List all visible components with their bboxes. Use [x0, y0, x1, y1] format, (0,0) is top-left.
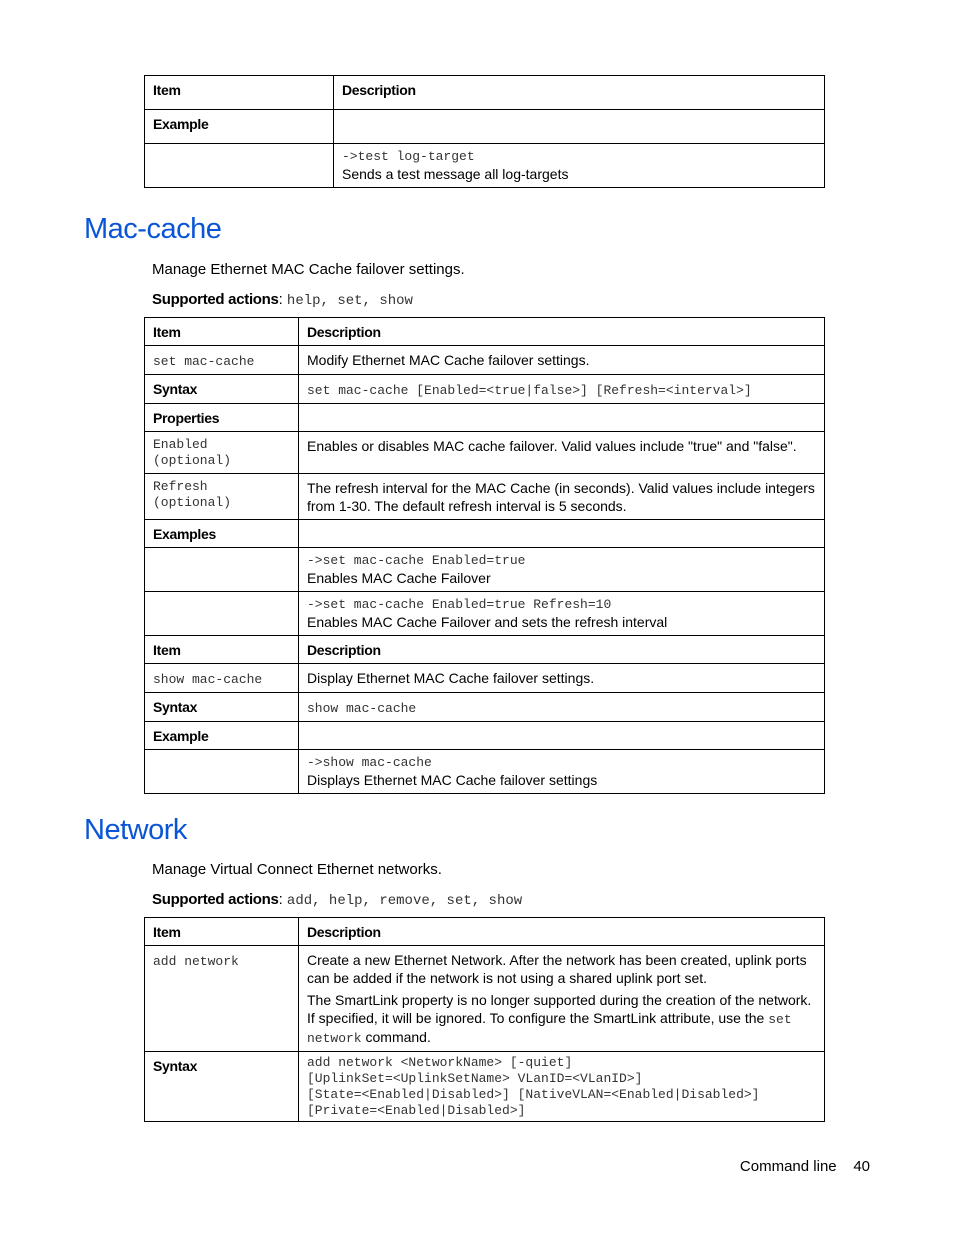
example-description: Enables MAC Cache Failover [307, 570, 491, 586]
header-description: Description [334, 76, 825, 110]
syntax-cell [299, 693, 825, 722]
property-refresh-description: The refresh interval for the MAC Cache (in seconds). Valid values include integers from 1-30. The default refresh interval is 5 seconds. [299, 474, 825, 520]
example-code: ->test log-target [342, 149, 475, 164]
table-row [145, 946, 825, 1052]
syntax-label: Syntax [145, 1052, 299, 1122]
example-code: ->show mac-cache [307, 755, 432, 770]
section-heading-mac-cache: Mac-cache [84, 213, 222, 245]
command-description [299, 946, 825, 1052]
property-cell [145, 474, 299, 520]
syntax-label: Syntax [145, 693, 299, 722]
supported-actions-mac-cache: Supported actions: help, set, show [152, 291, 413, 309]
description-p2-code: set network [307, 1012, 792, 1046]
example-cell [299, 592, 825, 636]
example-code: ->set mac-cache Enabled=true [307, 553, 526, 568]
syntax-line: [UplinkSet=<UplinkSetName> VLanID=<VLanID>] [307, 1071, 643, 1086]
section-intro-network: Manage Virtual Connect Ethernet networks. [152, 861, 442, 878]
example-cell [334, 144, 825, 188]
syntax-line: [Private=<Enabled|Disabled>] [307, 1103, 526, 1118]
log-target-table-continued [144, 75, 825, 188]
supported-actions-list: add, help, remove, set, show [286, 893, 523, 909]
header-description: Description [299, 918, 825, 946]
add-network-table [144, 917, 825, 1122]
example-cell [299, 750, 825, 794]
table-row [145, 548, 825, 592]
command-name: add network [153, 954, 239, 969]
property-refresh: Refresh (optional) [153, 479, 232, 510]
example-description: Displays Ethernet MAC Cache failover settings [307, 772, 598, 788]
table-row [145, 144, 825, 188]
footer-section-name: Command line [739, 1158, 837, 1175]
command-description: Modify Ethernet MAC Cache failover settings. [299, 346, 825, 375]
example-cell [299, 548, 825, 592]
description-paragraph-1: Create a new Ethernet Network. After the network has been created, uplink ports can be added if the network is not using a shared uplink port set. [307, 952, 807, 986]
syntax-text: show mac-cache [307, 701, 417, 716]
example-label-empty [145, 750, 299, 794]
command-cell [145, 346, 299, 375]
description-p2-text: The SmartLink property is no longer supported during the creation of the network. If specified, it will be ignored. To configure the SmartLink attribute, use the [307, 992, 812, 1026]
header-item: Item [145, 76, 334, 110]
table-header-row [145, 318, 825, 346]
row-desc-empty [334, 110, 825, 144]
example-label: Example [145, 722, 299, 750]
show-mac-cache-table [144, 635, 825, 794]
supported-actions-list: help, set, show [286, 293, 413, 309]
syntax-line: add network <NetworkName> [-quiet] [307, 1055, 573, 1070]
header-description: Description [299, 318, 825, 346]
table-row [145, 1052, 825, 1122]
example-description: Enables MAC Cache Failover and sets the refresh interval [307, 614, 668, 630]
command-name: show mac-cache [153, 672, 263, 687]
table-row [145, 432, 825, 474]
set-mac-cache-table [144, 317, 825, 636]
header-item: Item [145, 918, 299, 946]
example-code: ->set mac-cache Enabled=true Refresh=10 [307, 597, 612, 612]
footer-page-number: 40 [853, 1158, 870, 1175]
example-description: Sends a test message all log-targets [342, 166, 569, 182]
command-cell [145, 664, 299, 693]
header-item: Item [145, 318, 299, 346]
syntax-cell [299, 375, 825, 404]
description-paragraph-2 [307, 991, 816, 1047]
property-enabled: Enabled (optional) [153, 437, 232, 468]
examples-empty [299, 520, 825, 548]
row-label-empty [145, 144, 334, 188]
table-row [145, 520, 825, 548]
table-row [145, 750, 825, 794]
description-p2-tail: command. [365, 1029, 431, 1045]
supported-actions-network: Supported actions: add, help, remove, set, show [152, 891, 523, 909]
supported-actions-label: Supported actions [152, 891, 279, 908]
command-description: Display Ethernet MAC Cache failover settings. [299, 664, 825, 693]
table-row [145, 664, 825, 693]
page-footer [740, 1158, 870, 1175]
properties-empty [299, 404, 825, 432]
example-label-empty [145, 592, 299, 636]
command-cell [145, 946, 299, 1052]
table-row [145, 404, 825, 432]
examples-label: Examples [145, 520, 299, 548]
table-row [145, 693, 825, 722]
table-header-row [145, 918, 825, 946]
table-row [145, 110, 825, 144]
properties-label: Properties [145, 404, 299, 432]
syntax-text: set mac-cache [Enabled=<true|false>] [Refresh=<interval>] [307, 383, 752, 398]
table-header-row [145, 76, 825, 110]
example-empty [299, 722, 825, 750]
command-name: set mac-cache [153, 354, 255, 369]
supported-actions-label: Supported actions [152, 291, 279, 308]
header-description: Description [299, 636, 825, 664]
table-row [145, 474, 825, 520]
table-row [145, 375, 825, 404]
syntax-cell [299, 1052, 825, 1122]
section-intro-mac-cache: Manage Ethernet MAC Cache failover settings. [152, 261, 465, 278]
property-cell [145, 432, 299, 474]
table-row [145, 346, 825, 375]
table-header-row [145, 636, 825, 664]
example-label-empty [145, 548, 299, 592]
header-item: Item [145, 636, 299, 664]
syntax-line: [State=<Enabled|Disabled>] [NativeVLAN=<Enabled|Disabled>] [307, 1087, 760, 1102]
section-heading-network: Network [84, 814, 187, 846]
property-enabled-description: Enables or disables MAC cache failover. Valid values include "true" and "false". [299, 432, 825, 474]
row-label-example: Example [145, 110, 334, 144]
table-row [145, 592, 825, 636]
table-row [145, 722, 825, 750]
syntax-label: Syntax [145, 375, 299, 404]
